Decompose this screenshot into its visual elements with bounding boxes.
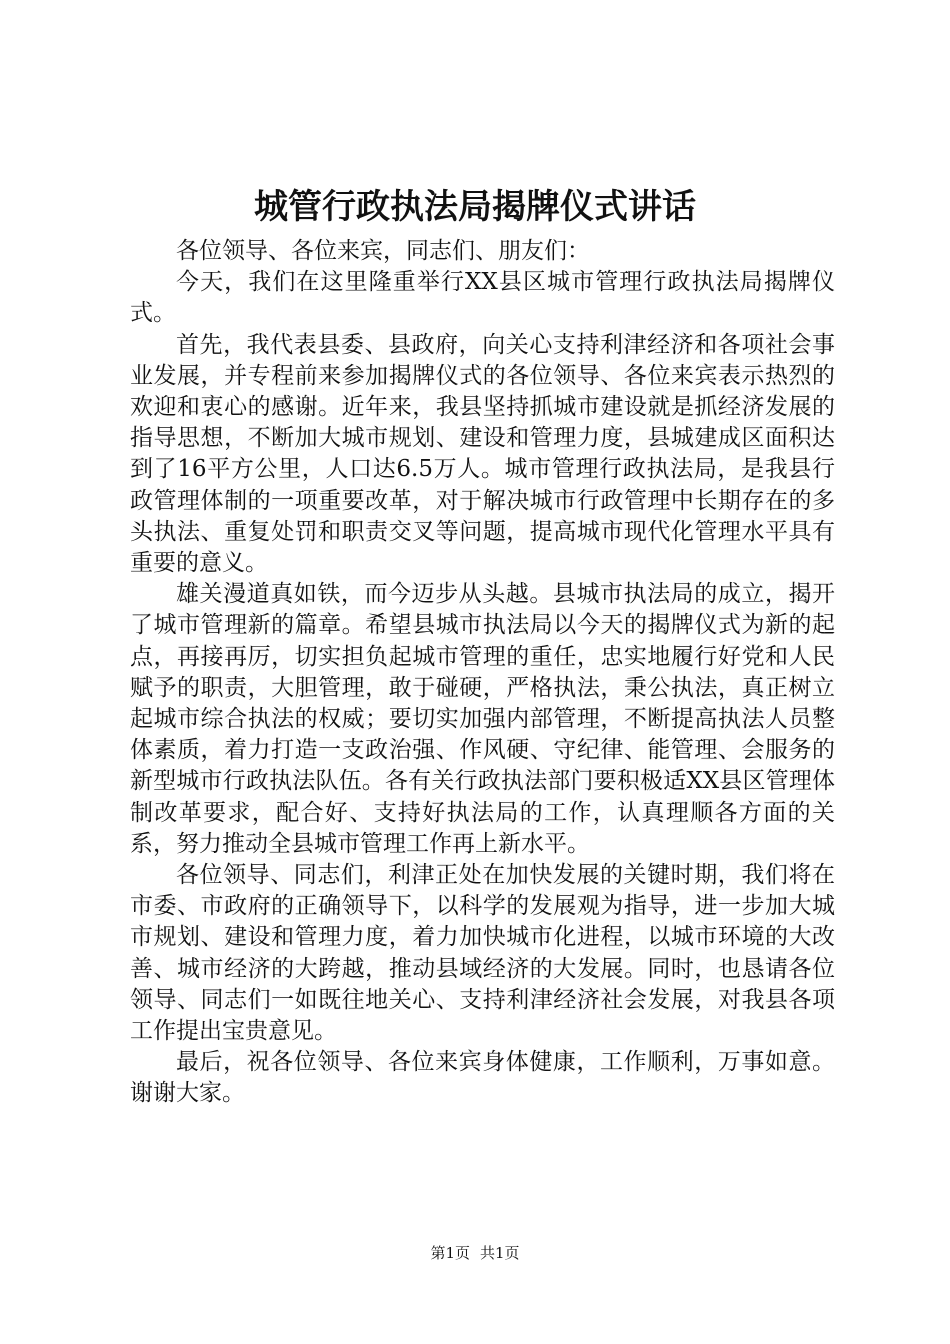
document-title: 城管行政执法局揭牌仪式讲话 bbox=[254, 187, 696, 227]
paragraph-greeting: 各位领导、各位来宾，同志们、朋友们： bbox=[176, 238, 590, 264]
paragraph-outlook: 各位领导、同志们，利津正处在加快发展的关键时期，我们将在市委、市政府的正确领导下，以科学的发展观为指导，进一步加大城市规划、建设和管理力度，着力加快城市化进程，以城市环境的大改善、城市经济的大跨越，推动县域经济的大发展。同时，也恳请各位领导、同志们一如既往地关心、支持利津经济社会发展，对我县各项工作提出宝贵意见。 bbox=[130, 862, 835, 1045]
paragraph-closing: 最后，祝各位领导、各位来宾身体健康，工作顺利，万事如意。谢谢大家。 bbox=[130, 1049, 835, 1107]
paragraph-thanks: 首先，我代表县委、县政府，向关心支持利津经济和各项社会事业发展，并专程前来参加揭牌仪式的各位领导、各位来宾表示热烈的欢迎和衷心的感谢。近年来，我县坚持抓城市建设就是抓经济发展的指导思想，不断加大城市规划、建设和管理力度，县城建成区面积达到了16平方公里，人口达6.5万人。城市管理行政执法局，是我县行政管理体制的一项重要改革，对于解决城市行政管理中长期存在的多头执法、重复处罚和职责交叉等问题，提高城市现代化管理水平具有重要的意义。 bbox=[130, 331, 835, 577]
page-number: 第1页 bbox=[430, 1244, 470, 1262]
page-footer bbox=[0, 1242, 950, 1264]
page-total: 共1页 bbox=[480, 1244, 520, 1262]
document-body bbox=[130, 236, 835, 1110]
paragraph-expectations: 雄关漫道真如铁，而今迈步从头越。县城市执法局的成立，揭开了城市管理新的篇章。希望县城市执法局以今天的揭牌仪式为新的起点，再接再厉，切实担负起城市管理的重任，忠实地履行好党和人民赋予的职责，大胆管理，敢于碰硬，严格执法，秉公执法，真正树立起城市综合执法的权威；要切实加强内部管理，不断提高执法人员整体素质，着力打造一支政治强、作风硬、守纪律、能管理、会服务的新型城市行政执法队伍。各有关行政执法部门要积极适XX县区管理体制改革要求，配合好、支持好执法局的工作，认真理顺各方面的关系，努力推动全县城市管理工作再上新水平。 bbox=[130, 581, 835, 857]
paragraph-opening: 今天，我们在这里隆重举行XX县区城市管理行政执法局揭牌仪式。 bbox=[130, 269, 835, 327]
